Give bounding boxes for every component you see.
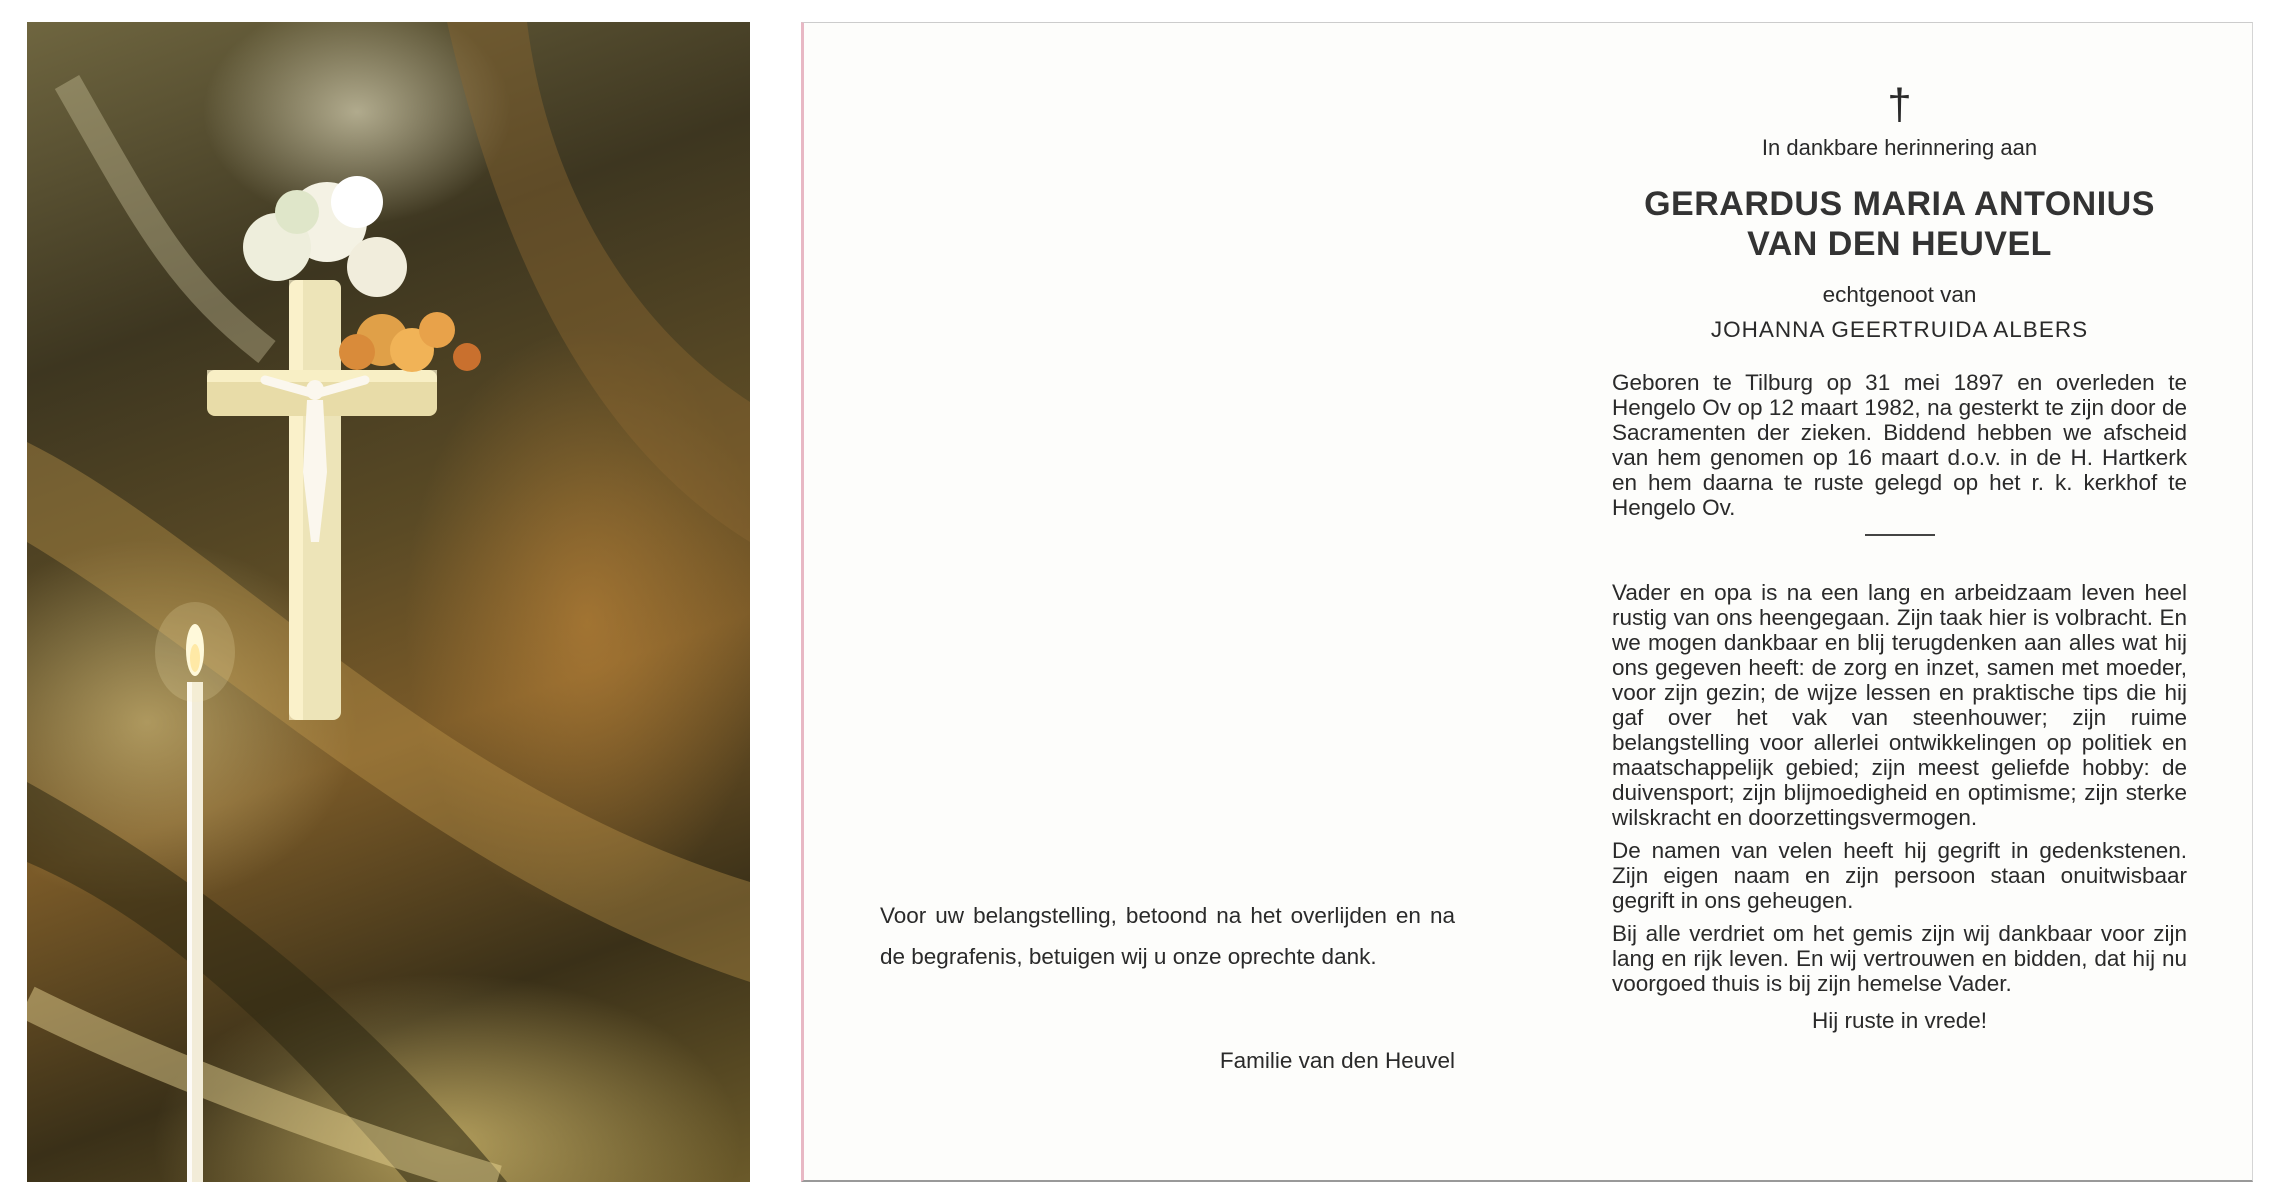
flowers-icon [243, 176, 481, 372]
deceased-name [1612, 184, 2187, 264]
name-line-2: VAN DEN HEUVEL [1747, 225, 2052, 263]
crucifix-candle-photo [27, 22, 750, 1182]
closing-line: Hij ruste in vrede! [1811, 1008, 1988, 1033]
cross-icon: † [1887, 80, 1912, 129]
memorial-text-column [1612, 80, 2187, 1033]
divider [1865, 534, 1935, 536]
photo-card [27, 22, 750, 1182]
paragraph: Vader en opa is na een lang en arbeidzaam leven heel rustig van ons heengegaan. Zijn taak hier is volbracht. En we mogen dankbaar en blij terugdenken aan alles wat hij ons gegeven heeft: de zorg en inzet, samen met moeder, voor zijn gezin; de wijze lessen en praktische tips die hij gaf over het vak van steenhouwer; zijn ruime belangstelling voor allerlei ontwikkelingen op politiek en maatschappelijk gebied; zijn meest geliefde hobby: de duivensport; zijn blijmoedigheid en optimisme; zijn sterke wilskracht en doorzettingsvermogen. [1612, 580, 2187, 830]
spouse-label: echtgenoot van [1822, 282, 1977, 307]
memorial-card [801, 22, 2253, 1182]
spouse-name: JOHANNA GEERTRUIDA ALBERS [1710, 317, 2089, 342]
biography: Geboren te Tilburg op 31 mei 1897 en overleden te Hengelo Ov op 12 maart 1982, na gesterkt te zijn door de Sacramenten der zieken. Biddend hebben we afscheid van hem genomen op 16 maart d.o.v. in de H. Hartkerk en hem daarna te ruste gelegd op het r. k. kerkhof te Hengelo Ov. [1612, 370, 2187, 520]
name-line-1: GERARDUS MARIA ANTONIUS [1644, 185, 2155, 223]
intro-line: In dankbare herinnering aan [1761, 135, 2038, 160]
paragraph: Bij alle verdriet om het gemis zijn wij dankbaar voor zijn lang en rijk leven. En wij vertrouwen en bidden, dat hij nu voorgoed thuis is bij zijn hemelse Vader. [1612, 921, 2187, 996]
paragraph: De namen van velen heeft hij gegrift in gedenkstenen. Zijn eigen naam en zijn persoon staan onuitwisbaar gegrift in ons geheugen. [1612, 838, 2187, 913]
thanks-text: Voor uw belangstelling, betoond na het overlijden en na de begrafenis, betuigen wij u onze oprechte dank. [880, 903, 1455, 969]
family-signature: Familie van den Heuvel [1219, 1048, 1455, 1073]
